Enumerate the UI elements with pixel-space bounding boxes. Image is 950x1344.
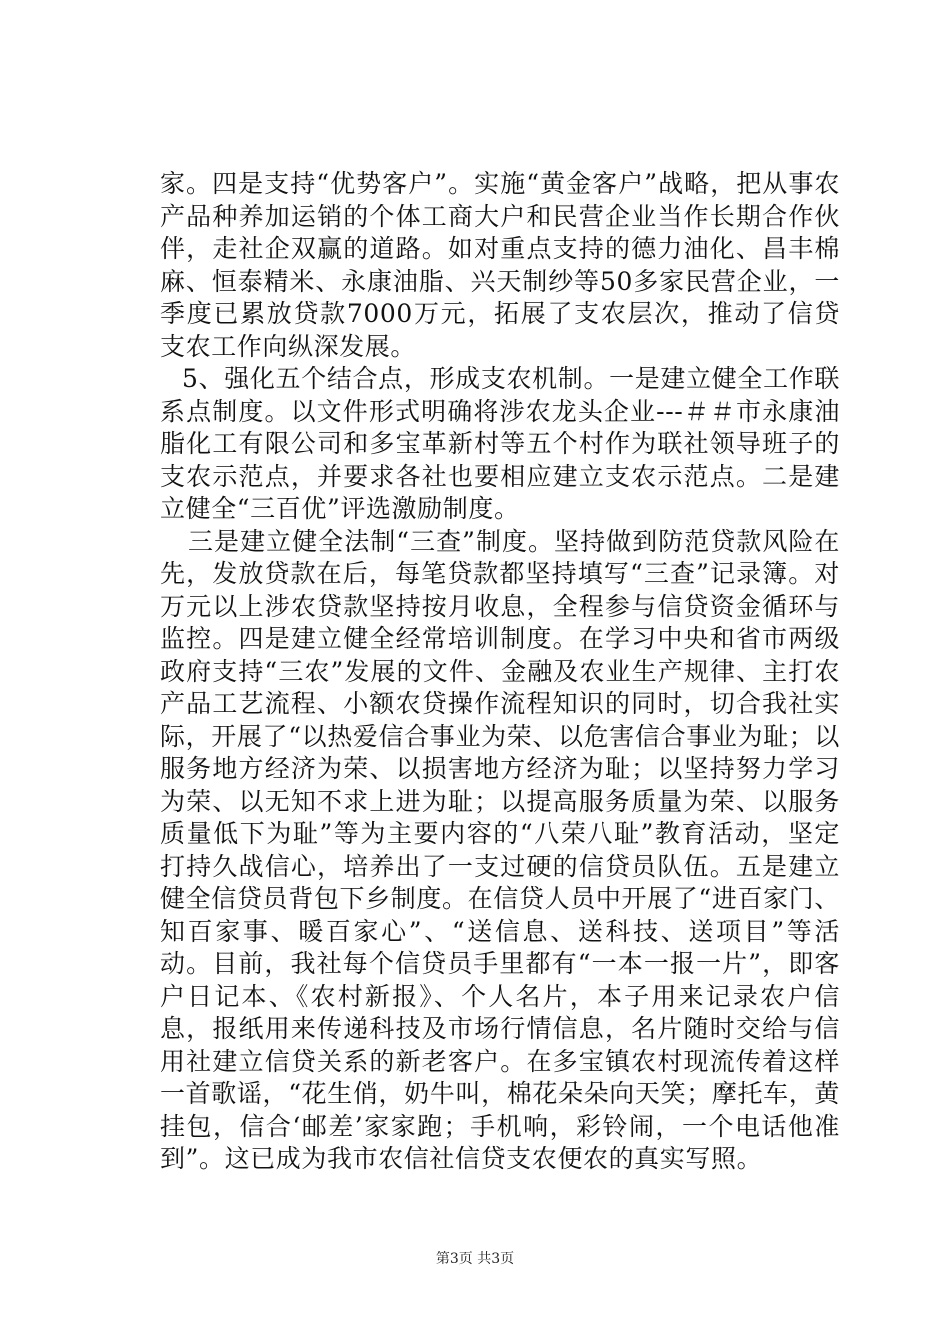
paragraph-third-system: 三是建立健全法制“三查”制度。坚持做到防范贷款风险在先，发放贷款在后，每笔贷款都坚持填写“三查”记录簿。对万元以上涉农贷款坚持按月收息，全程参与信贷资金循环与监控。四是建立健全经常培训制度。在学习中央和省市两级政府支持“三农”发展的文件、金融及农业生产规律、主打农产品工艺流程、小额农贷操作流程知识的同时，切合我社实际，开展了“以热爱信合事业为荣、以危害信合事业为耻；以服务地方经济为荣、以损害地方经济为耻；以坚持努力学习为荣、以无知不求上进为耻；以提高服务质量为荣、以服务质量低下为耻”等为主要内容的“八荣八耻”教育活动，坚定打持久战信心，培养出了一支过硬的信贷员队伍。五是建立健全信贷员背包下乡制度。在信贷人员中开展了“进百家门、知百家事、暖百家心”、“送信息、送科技、送项目”等活动。目前，我社每个信贷员手里都有“一本一报一片”，即客户日记本、《农村新报》、个人名片，本子用来记录农户信息，报纸用来传递科技及市场行情信息，名片随时交给与信用社建立信贷关系的新老客户。在多宝镇农村现流传着这样一首歌谣，“花生俏，奶牛叫，棉花朵朵向天笑；摩托车，黄挂包，信合‘邮差’家家跑；手机响，彩铃闹，一个电话他准到”。这已成为我市农信社信贷支农便农的真实写照。 xyxy=(160,526,840,1173)
paragraph-section-5: 5、强化五个结合点，形成支农机制。一是建立健全工作联系点制度。以文件形式明确将涉农龙头企业---＃＃市永康油脂化工有限公司和多宝革新村等五个村作为联社领导班子的支农示范点，并要求各社也要相应建立支农示范点。二是建立健全“三百优”评选激励制度。 xyxy=(160,364,840,523)
paragraph-continuation: 家。四是支持“优势客户”。实施“黄金客户”战略，把从事农产品种养加运销的个体工商大户和民营企业当作长期合作伙伴，走社企双赢的道路。如对重点支持的德力油化、昌丰棉麻、恒泰精米、永康油脂、兴天制纱等50多家民营企业，一季度已累放贷款7000万元，拓展了支农层次，推动了信贷支农工作向纵深发展。 xyxy=(160,169,840,361)
page-number-footer: 第3页 共3页 xyxy=(435,1251,515,1267)
document-body xyxy=(160,168,840,1176)
